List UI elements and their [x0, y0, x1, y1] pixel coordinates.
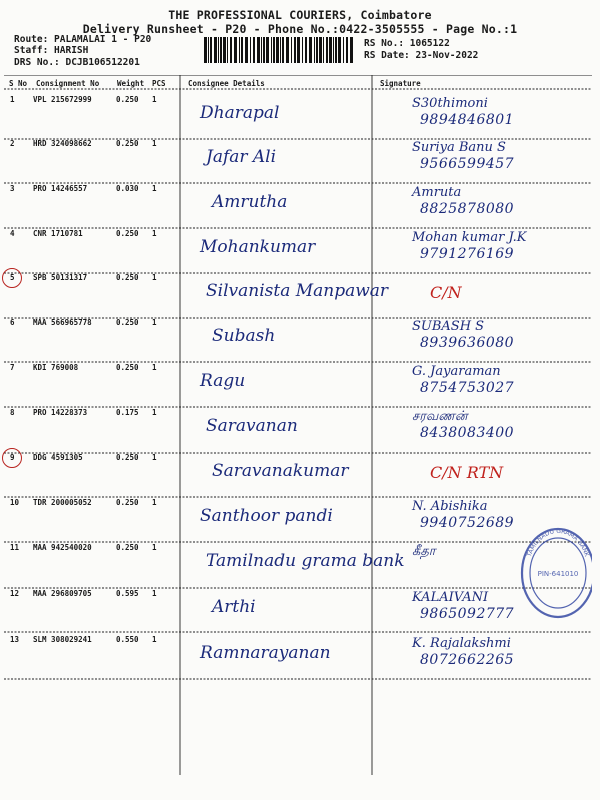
barcode-bar — [302, 37, 303, 63]
circled-row-mark — [2, 448, 22, 468]
barcode-bar — [257, 37, 260, 63]
phone-number: 9940752689 — [420, 515, 515, 531]
row-weight: 0.250 — [116, 363, 139, 372]
barcode-bar — [309, 37, 312, 63]
col-header-consignment: Consignment No — [36, 79, 100, 88]
row-sno: 5 — [10, 273, 15, 282]
consignee-name: Mohankumar — [200, 237, 316, 257]
row-pcs: 1 — [152, 363, 157, 372]
consignee-name: Silvanista Manpawar — [206, 281, 389, 301]
signature: S30thimoni — [412, 96, 488, 111]
delivery-note: C/N — [430, 283, 462, 302]
row-pcs: 1 — [152, 318, 157, 327]
col-header-consignee: Consignee Details — [188, 79, 265, 88]
row-pcs: 1 — [152, 498, 157, 507]
route-label: Route: PALAMALAI 1 - P20 — [14, 34, 152, 45]
row-sno: 6 — [10, 318, 15, 327]
row-consignment-no: MAA 296809705 — [33, 589, 92, 598]
phone-number: 9791276169 — [420, 246, 515, 262]
consignee-name: Santhoor pandi — [200, 506, 333, 526]
barcode-bar — [250, 37, 251, 63]
drs-number: DRS No.: DCJB106512201 — [14, 57, 140, 68]
row-consignment-no: KDI 769008 — [33, 363, 79, 372]
barcode-bar — [294, 37, 296, 63]
row-weight: 0.250 — [116, 453, 139, 462]
barcode-bar — [271, 37, 272, 63]
col-header-weight: Weight — [117, 79, 145, 88]
consignee-name: Jafar Ali — [206, 147, 277, 167]
row-pcs: 1 — [152, 184, 157, 193]
barcode-bar — [343, 37, 344, 63]
consignee-name: Amrutha — [212, 192, 288, 212]
circled-row-mark — [2, 268, 22, 288]
consignee-name: Saravanan — [206, 416, 298, 436]
barcode-bar — [305, 37, 307, 63]
consignee-name: Tamilnadu grama bank — [206, 551, 405, 571]
row-pcs: 1 — [152, 273, 157, 282]
barcode — [204, 37, 354, 63]
barcode-bar — [319, 37, 322, 63]
row-weight: 0.030 — [116, 184, 139, 193]
row-weight: 0.250 — [116, 139, 139, 148]
barcode-bar — [234, 37, 237, 63]
row-consignment-no: CNR 1710781 — [33, 229, 83, 238]
barcode-bar — [329, 37, 332, 63]
row-weight: 0.175 — [116, 408, 139, 417]
phone-number: 9566599457 — [420, 156, 515, 172]
row-weight: 0.250 — [116, 543, 139, 552]
barcode-bar — [335, 37, 337, 63]
row-pcs: 1 — [152, 453, 157, 462]
signature: G. Jayaraman — [412, 364, 501, 379]
barcode-bar — [280, 37, 281, 63]
row-pcs: 1 — [152, 229, 157, 238]
signature: N. Abishika — [412, 499, 488, 514]
phone-number: 9894846801 — [420, 112, 515, 128]
row-consignment-no: MAA 566965778 — [33, 318, 92, 327]
row-weight: 0.550 — [116, 635, 139, 644]
signature: SUBASH S — [412, 319, 485, 334]
col-header-pcs: PCS — [152, 79, 166, 88]
row-weight: 0.250 — [116, 318, 139, 327]
signature: Mohan kumar J.K — [412, 230, 527, 245]
barcode-bar — [261, 37, 262, 63]
row-sno: 1 — [10, 95, 15, 104]
row-sno: 7 — [10, 363, 15, 372]
row-sno: 10 — [10, 498, 20, 507]
barcode-bar — [273, 37, 275, 63]
barcode-bar — [218, 37, 219, 63]
barcode-bar — [239, 37, 240, 63]
bank-stamp — [518, 523, 592, 621]
consignee-name: Arthi — [212, 597, 256, 617]
col-header-signature: Signature — [380, 79, 421, 88]
barcode-bar — [316, 37, 318, 63]
barcode-bar — [338, 37, 341, 63]
barcode-bar — [214, 37, 217, 63]
phone-number: 8754753027 — [420, 380, 515, 396]
consignee-name: Dharapal — [200, 103, 280, 123]
row-consignment-no: MAA 942540020 — [33, 543, 92, 552]
row-consignment-no: TDR 200005052 — [33, 498, 92, 507]
row-pcs: 1 — [152, 408, 157, 417]
row-consignment-no: HRD 324098662 — [33, 139, 92, 148]
barcode-bar — [220, 37, 222, 63]
delivery-note: C/N RTN — [430, 463, 504, 482]
barcode-bar — [208, 37, 209, 63]
row-consignment-no: PRO 14246557 — [33, 184, 88, 193]
barcode-bar — [253, 37, 255, 63]
row-sno: 12 — [10, 589, 20, 598]
row-consignment-no: DDG 4591305 — [33, 453, 83, 462]
row-consignment-no: PRO 14228373 — [33, 408, 88, 417]
signature: சரவணன் — [412, 409, 468, 424]
row-weight: 0.250 — [116, 95, 139, 104]
row-sno: 9 — [10, 453, 15, 462]
row-weight: 0.595 — [116, 589, 139, 598]
barcode-bar — [210, 37, 212, 63]
row-pcs: 1 — [152, 589, 157, 598]
barcode-bar — [245, 37, 248, 63]
barcode-bar — [326, 37, 328, 63]
phone-number: 8939636080 — [420, 335, 515, 351]
row-sno: 4 — [10, 229, 15, 238]
signature: கீதா — [412, 544, 436, 559]
consignee-name: Subash — [212, 326, 276, 346]
rs-date: RS Date: 23-Nov-2022 — [364, 50, 479, 61]
runsheet-title: Delivery Runsheet - P20 - Phone No.:0422-3505555 - Page No.:1 — [82, 22, 518, 36]
signature: KALAIVANI — [412, 590, 489, 605]
phone-number: 8438083400 — [420, 425, 515, 441]
barcode-bar — [263, 37, 265, 63]
barcode-bar — [204, 37, 207, 63]
row-sno: 11 — [10, 543, 20, 552]
row-consignment-no: VPL 215672999 — [33, 95, 92, 104]
row-consignment-no: SPB 50131317 — [33, 273, 88, 282]
staff-label: Staff: HARISH — [14, 45, 89, 56]
col-header-sno: S No — [9, 79, 28, 88]
row-consignment-no: SLM 308029241 — [33, 635, 92, 644]
row-sno: 13 — [10, 635, 20, 644]
row-weight: 0.250 — [116, 273, 139, 282]
row-sno: 2 — [10, 139, 15, 148]
barcode-bar — [350, 37, 353, 63]
signature: K. Rajalakshmi — [412, 636, 511, 651]
stamp-code: PIN-641010 — [537, 570, 579, 578]
barcode-bar — [241, 37, 243, 63]
barcode-bar — [286, 37, 289, 63]
barcode-bar — [227, 37, 228, 63]
row-pcs: 1 — [152, 543, 157, 552]
barcode-bar — [266, 37, 269, 63]
consignee-name: Ragu — [200, 371, 246, 391]
row-pcs: 1 — [152, 139, 157, 148]
row-sno: 8 — [10, 408, 15, 417]
stamp-text: TAMILNADU GRAMA BANK — [525, 527, 591, 558]
phone-number: 8072662265 — [420, 652, 515, 668]
row-weight: 0.250 — [116, 498, 139, 507]
row-weight: 0.250 — [116, 229, 139, 238]
barcode-bar — [230, 37, 232, 63]
consignee-name: Ramnarayanan — [200, 643, 331, 663]
barcode-bar — [323, 37, 324, 63]
phone-number: 9865092777 — [420, 606, 515, 622]
rs-number: RS No.: 1065122 — [364, 38, 450, 49]
row-sno: 3 — [10, 184, 15, 193]
barcode-bar — [346, 37, 348, 63]
company-title: THE PROFESSIONAL COURIERS, Coimbatore — [168, 8, 432, 22]
barcode-bar — [223, 37, 226, 63]
barcode-bar — [276, 37, 279, 63]
consignee-name: Saravanakumar — [212, 461, 349, 481]
barcode-bar — [291, 37, 292, 63]
barcode-bar — [314, 37, 315, 63]
phone-number: 8825878080 — [420, 201, 515, 217]
barcode-bar — [297, 37, 300, 63]
barcode-bar — [282, 37, 284, 63]
signature: Suriya Banu S — [412, 140, 506, 155]
row-pcs: 1 — [152, 635, 157, 644]
signature: Amruta — [412, 185, 462, 200]
barcode-bar — [333, 37, 334, 63]
row-pcs: 1 — [152, 95, 157, 104]
